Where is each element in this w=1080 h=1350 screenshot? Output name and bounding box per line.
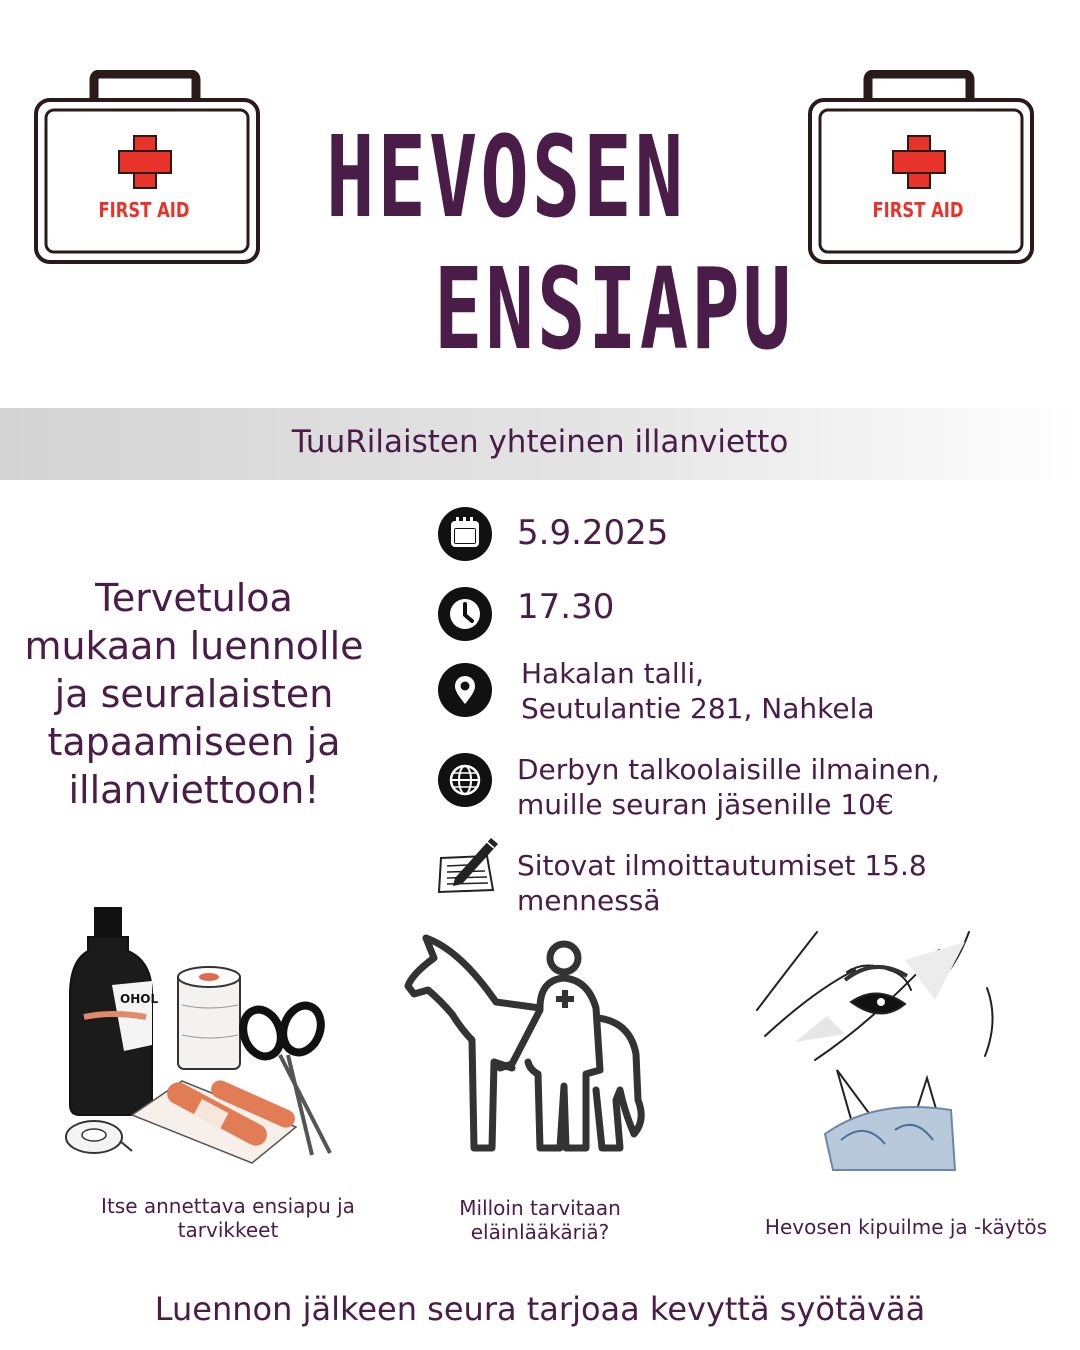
horse-eye-illustration bbox=[755, 930, 1005, 1180]
kit-label: FIRST AID bbox=[98, 198, 190, 222]
clock-icon bbox=[437, 586, 493, 642]
first-aid-kit-left bbox=[32, 70, 264, 270]
caption-line: Hevosen kipuilme ja -käytös bbox=[764, 1215, 1048, 1239]
caption-line: Itse annettava ensiapu ja bbox=[101, 1194, 355, 1218]
signup-line1: Sitovat ilmoittautumiset 15.8 bbox=[517, 849, 927, 882]
caption-line: eläinlääkäriä? bbox=[470, 1220, 610, 1244]
topic-caption-3 bbox=[750, 1215, 1062, 1239]
event-location bbox=[521, 656, 875, 726]
first-aid-supplies-illustration bbox=[62, 905, 342, 1165]
signup-line2: mennessä bbox=[517, 884, 661, 917]
welcome-line: Tervetuloa bbox=[95, 576, 293, 620]
first-aid-kit-right bbox=[806, 70, 1038, 270]
globe-icon bbox=[437, 752, 493, 808]
event-signup bbox=[517, 848, 927, 918]
welcome-line: ja seuralaisten bbox=[54, 672, 334, 716]
price-line2: muille seuran jäsenille 10€ bbox=[517, 788, 894, 821]
first-aid-kit-icon bbox=[806, 70, 1038, 270]
horse-and-vet-icon bbox=[400, 930, 662, 1162]
kit-label: FIRST AID bbox=[872, 198, 964, 222]
event-time: 17.30 bbox=[517, 587, 615, 627]
bottle-label: OHOL bbox=[120, 992, 159, 1006]
location-pin-icon bbox=[437, 662, 493, 718]
welcome-line: tapaamiseen ja bbox=[47, 720, 341, 764]
welcome-text bbox=[14, 574, 374, 814]
topic-caption-1 bbox=[90, 1194, 366, 1242]
welcome-line: mukaan luennolle bbox=[24, 624, 364, 668]
event-date: 5.9.2025 bbox=[517, 513, 669, 553]
page-title-line2: ENSIAPU bbox=[434, 245, 795, 375]
location-line2: Seutulantie 281, Nahkela bbox=[521, 692, 875, 725]
price-line1: Derbyn talkoolaisille ilmainen, bbox=[517, 753, 940, 786]
first-aid-kit-icon bbox=[32, 70, 264, 270]
event-price bbox=[517, 752, 940, 822]
footer-text: Luennon jälkeen seura tarjoaa kevyttä syötävää bbox=[154, 1290, 926, 1328]
caption-line: tarvikkeet bbox=[177, 1218, 279, 1242]
welcome-line: illanviettoon! bbox=[68, 768, 320, 812]
calendar-icon bbox=[437, 506, 493, 562]
topic-caption-2 bbox=[430, 1196, 650, 1244]
page-title-line1: HEVOSEN bbox=[326, 113, 687, 243]
pen-form-icon bbox=[435, 832, 499, 896]
caption-line: Milloin tarvitaan bbox=[459, 1196, 621, 1220]
subtitle-text: TuuRilaisten yhteinen illanvietto bbox=[291, 424, 789, 460]
location-line1: Hakalan talli, bbox=[521, 657, 705, 690]
